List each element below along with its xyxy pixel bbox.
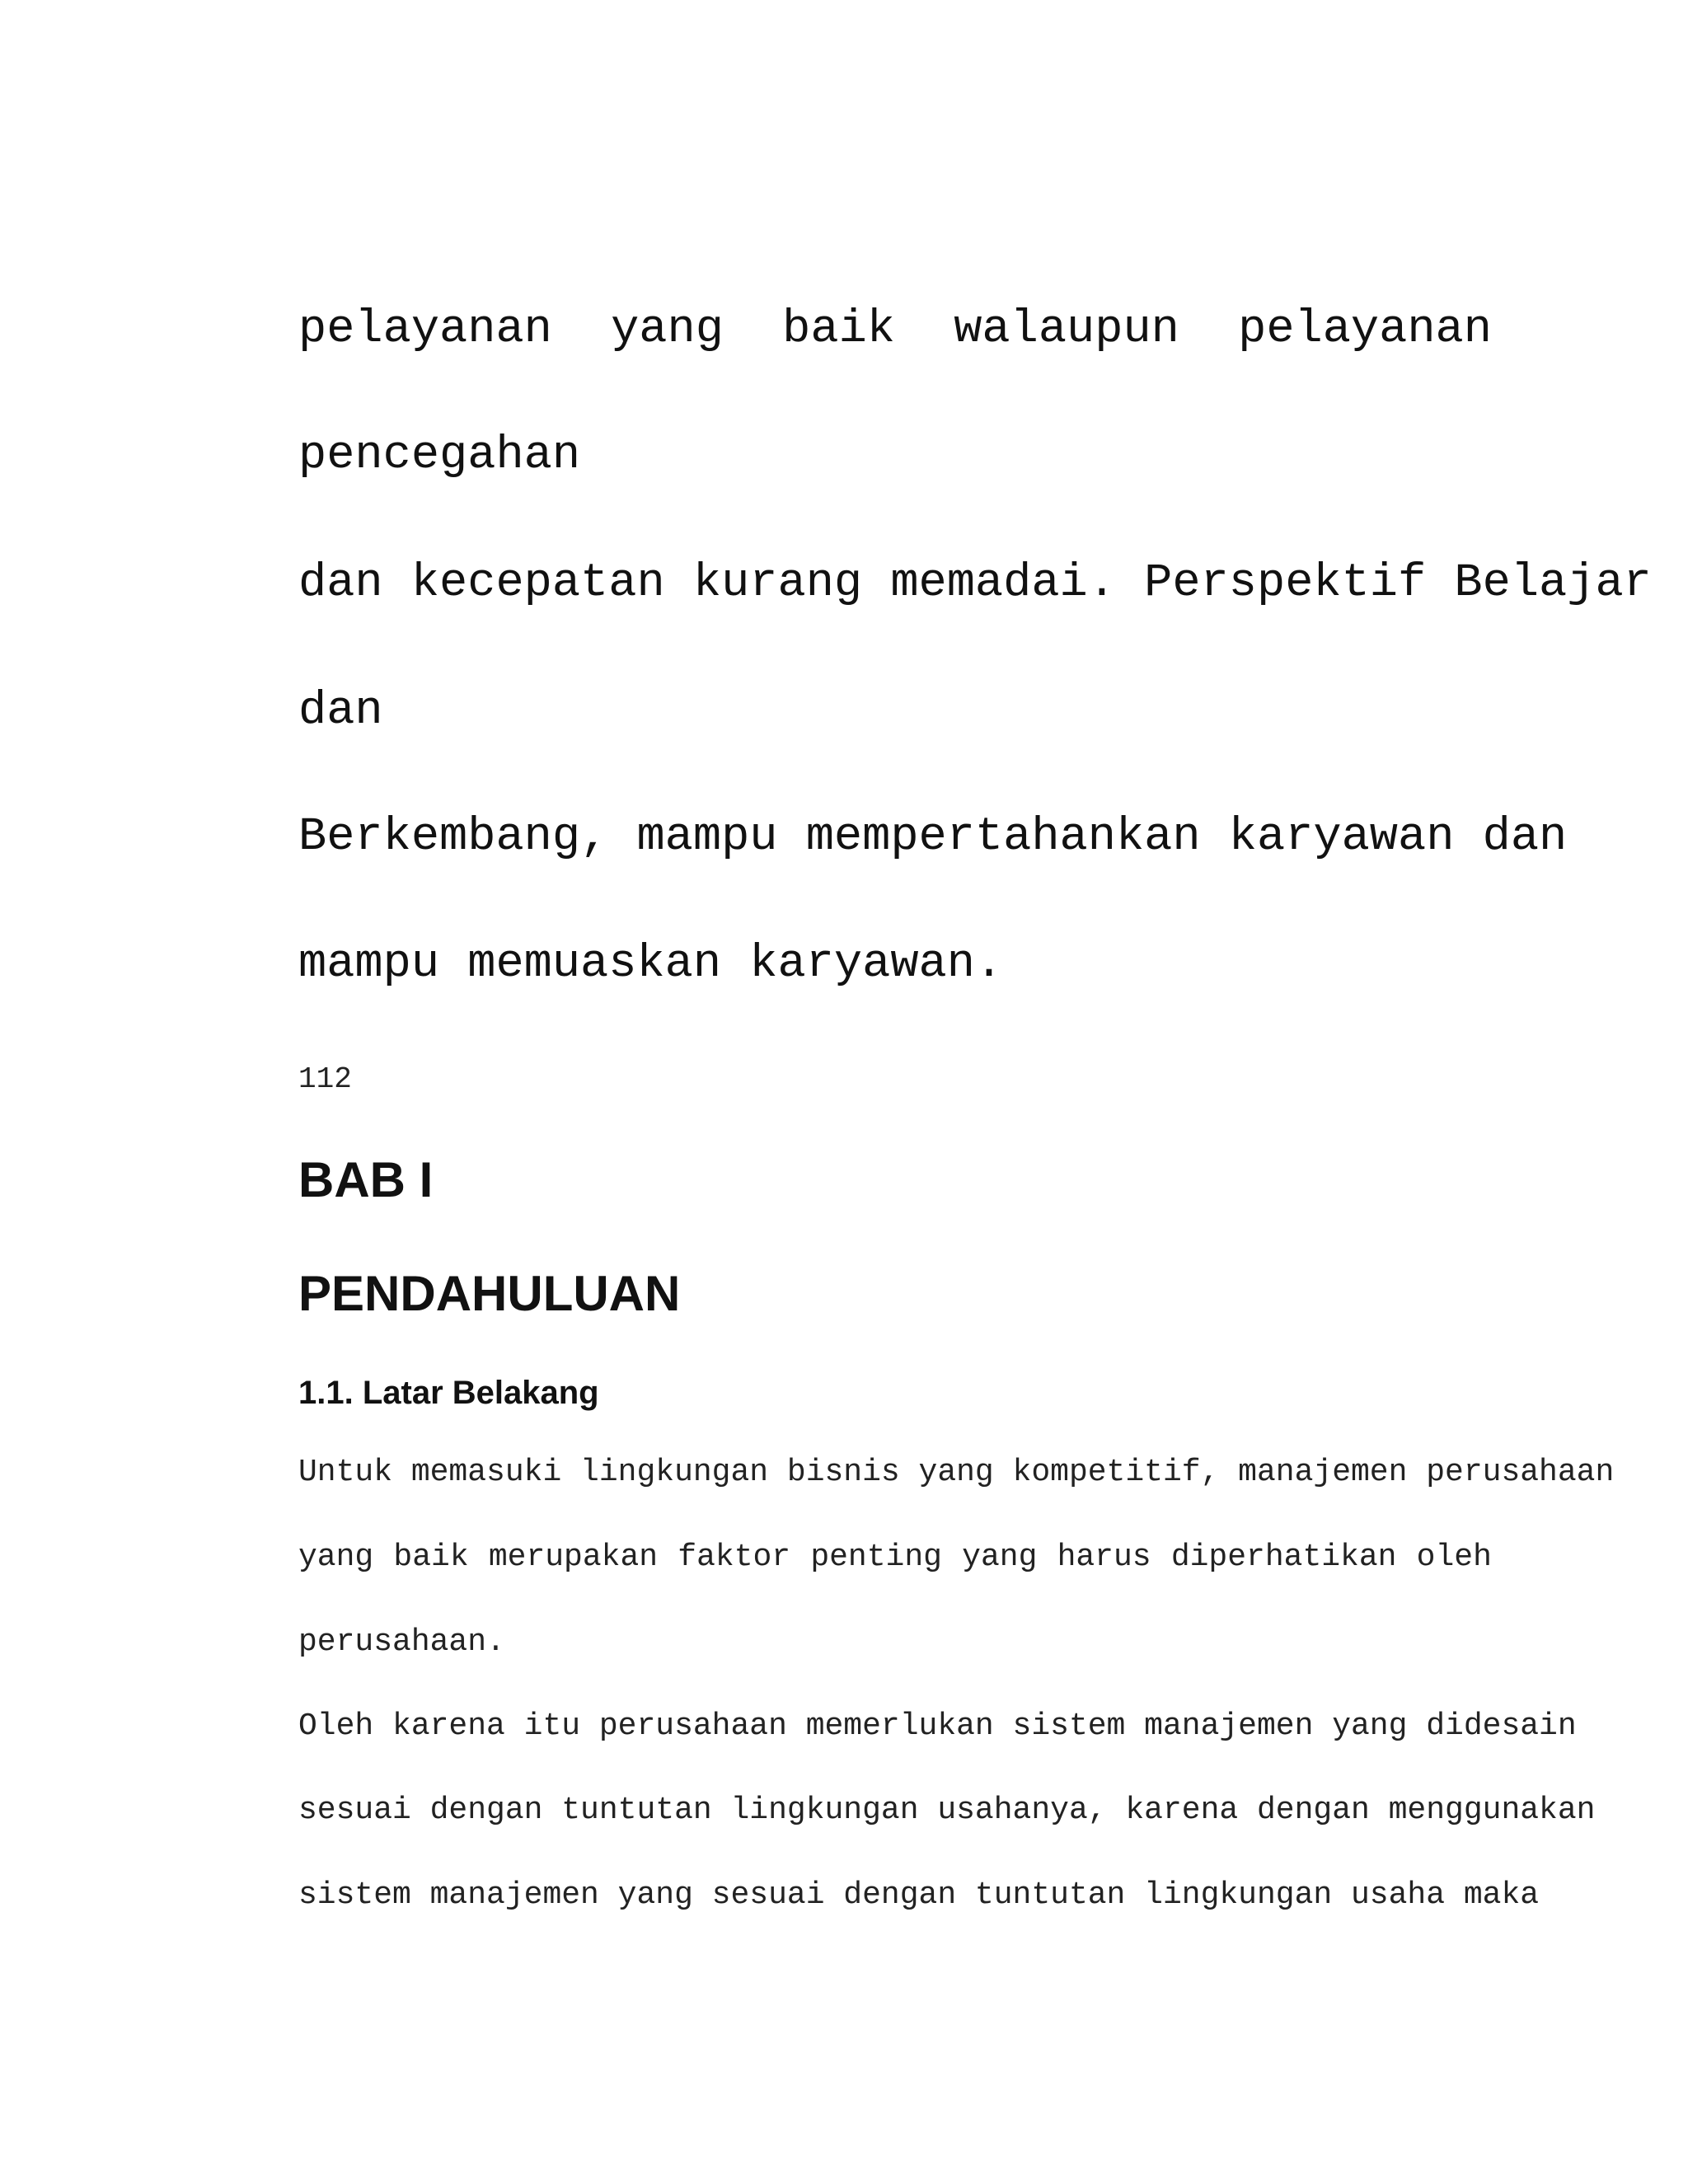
body-line: Untuk memasuki lingkungan bisnis yang kompetitif, manajemen perusahaan xyxy=(298,1455,1615,1490)
chapter-label: BAB I xyxy=(298,1152,434,1207)
word: penting xyxy=(810,1540,942,1575)
word: walaupun xyxy=(954,303,1179,356)
word: yang xyxy=(298,1540,374,1575)
body-line: perusahaan. xyxy=(298,1624,505,1660)
word: faktor xyxy=(678,1540,791,1575)
body-line-justified xyxy=(298,1542,1492,1573)
word: baik xyxy=(393,1540,469,1575)
word: yang xyxy=(611,303,724,356)
word: oleh xyxy=(1416,1540,1492,1575)
continuation-line-3: dan kecepatan kurang memadai. Perspektif Belajar xyxy=(298,557,1652,610)
body-line: Oleh karena itu perusahaan memerlukan sistem manajemen yang didesain xyxy=(298,1708,1577,1744)
word: baik xyxy=(782,303,895,356)
body-line: sesuai dengan tuntutan lingkungan usahanya, karena dengan menggunakan xyxy=(298,1793,1596,1828)
word: merupakan xyxy=(488,1540,659,1575)
word: pelayanan xyxy=(298,303,552,356)
body-line: sistem manajemen yang sesuai dengan tuntutan lingkungan usaha maka xyxy=(298,1877,1540,1913)
word: diperhatikan xyxy=(1170,1540,1397,1575)
continuation-line-6: mampu memuaskan karyawan. xyxy=(298,938,1004,991)
chapter-title: PENDAHULUAN xyxy=(298,1266,681,1321)
word: yang xyxy=(962,1540,1038,1575)
continuation-line-2: pencegahan xyxy=(298,429,581,482)
word: pelayanan xyxy=(1238,303,1492,356)
word: harus xyxy=(1057,1540,1151,1575)
continuation-line-1 xyxy=(298,303,1492,356)
continuation-line-4: dan xyxy=(298,685,383,738)
page-number: 112 xyxy=(298,1062,352,1096)
continuation-line-5: Berkembang, mampu mempertahankan karyawan dan xyxy=(298,811,1568,864)
section-heading: 1.1. Latar Belakang xyxy=(298,1375,599,1411)
